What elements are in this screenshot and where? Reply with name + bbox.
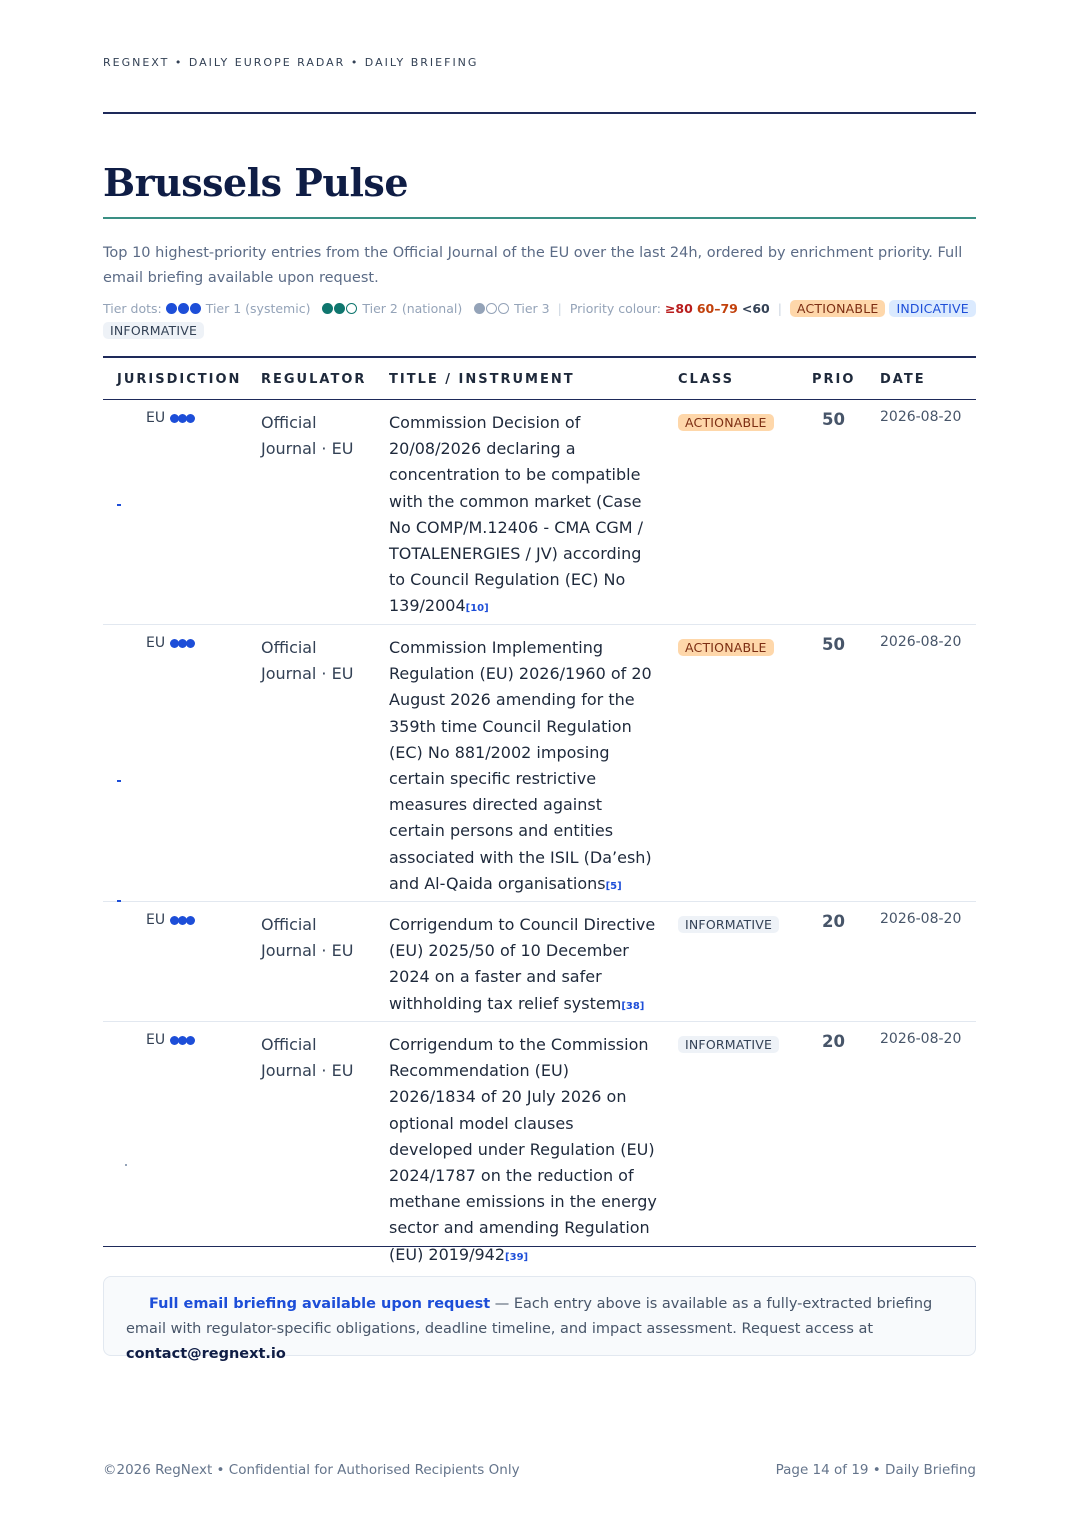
title-cell[interactable] bbox=[389, 635, 659, 900]
col-date: DATE bbox=[880, 372, 926, 387]
cta-body: — Each entry above is available as a fully-extracted briefing email with regulator-specific obligations, deadline timeline, and impact assessment. Request access at bbox=[126, 1296, 933, 1337]
jurisdiction-label: EU bbox=[146, 912, 166, 928]
class-badge: INFORMATIVE bbox=[678, 1036, 779, 1053]
instrument-title: Corrigendum to Council Directive (EU) 2025/50 of 10 December 2024 on a faster and safer withholding tax relief system bbox=[389, 915, 656, 1013]
contact-email-link[interactable]: contact@regnext.io bbox=[126, 1346, 286, 1362]
briefing-request-callout bbox=[103, 1276, 976, 1362]
priority-value: 50 bbox=[822, 635, 845, 654]
regulator-cell: Official Journal · EU bbox=[261, 1035, 354, 1080]
legend-tier3: Tier 3 bbox=[514, 301, 550, 316]
col-jurisdiction: JURISDICTION bbox=[117, 372, 242, 387]
source-ref-link[interactable]: [5] bbox=[605, 880, 622, 892]
briefing-table bbox=[103, 356, 976, 1264]
legend-badge-actionable: ACTIONABLE bbox=[790, 300, 886, 317]
col-class: CLASS bbox=[678, 372, 735, 387]
date-cell: 2026-08-20 bbox=[880, 911, 962, 927]
source-ref-link[interactable]: [39] bbox=[505, 1251, 529, 1263]
instrument-title: Commission Implementing Regulation (EU) 2026/1960 of 20 August 2026 amending for the 359th time Council Regulation (EC) No 881/2002 imposing certain specific restrictive measures directed against certain persons and entities associated with the ISIL (Da’esh) and Al-Qaida organisations bbox=[389, 638, 652, 893]
class-cell bbox=[678, 412, 774, 431]
col-regulator: REGULATOR bbox=[261, 372, 367, 387]
table-header bbox=[103, 358, 976, 400]
source-ref-link[interactable]: [10] bbox=[465, 603, 489, 615]
table-row[interactable] bbox=[103, 625, 976, 902]
table-row[interactable] bbox=[103, 400, 976, 625]
table-row[interactable] bbox=[103, 902, 976, 1022]
class-badge: INFORMATIVE bbox=[678, 916, 779, 933]
legend-prio-low: <60 bbox=[741, 301, 770, 316]
page-title: Brussels Pulse bbox=[103, 160, 408, 205]
tier1-dots-icon bbox=[166, 301, 202, 316]
running-header: REGNEXT • DAILY EUROPE RADAR • DAILY BRIEFING bbox=[103, 56, 479, 69]
row-marker bbox=[125, 1164, 127, 1166]
jurisdiction-label: EU bbox=[146, 635, 166, 651]
row-marker bbox=[117, 900, 121, 902]
class-badge: ACTIONABLE bbox=[678, 414, 774, 431]
legend bbox=[103, 298, 976, 342]
title-cell[interactable] bbox=[389, 1032, 659, 1271]
header-divider bbox=[103, 112, 976, 114]
class-cell bbox=[678, 1034, 779, 1053]
date-cell: 2026-08-20 bbox=[880, 634, 962, 650]
title-cell[interactable] bbox=[389, 410, 659, 623]
legend-prio-mid: 60–79 bbox=[696, 301, 738, 316]
jurisdiction-label: EU bbox=[146, 1032, 166, 1048]
regulator-cell: Official Journal · EU bbox=[261, 915, 354, 960]
legend-separator: | bbox=[777, 301, 782, 316]
legend-badge-informative: INFORMATIVE bbox=[103, 322, 204, 339]
legend-priority-label: Priority colour: bbox=[569, 301, 661, 316]
table-row[interactable] bbox=[103, 1022, 976, 1264]
jurisdiction-label: EU bbox=[146, 410, 166, 426]
tier1-dots-icon bbox=[170, 1032, 194, 1048]
regulator-cell: Official Journal · EU bbox=[261, 413, 354, 458]
cta-lead: Full email briefing available upon request bbox=[149, 1296, 491, 1312]
jurisdiction-cell bbox=[146, 912, 194, 928]
date-cell: 2026-08-20 bbox=[880, 409, 962, 425]
instrument-title: Corrigendum to the Commission Recommendation (EU) 2026/1834 of 20 July 2026 on optional model clauses developed under Regulation (EU) 2024/1787 on the reduction of methane emissions in the energy sector and amending Regulation (EU) 2019/942 bbox=[389, 1035, 657, 1264]
class-badge: ACTIONABLE bbox=[678, 639, 774, 656]
col-prio: PRIO bbox=[812, 372, 856, 387]
instrument-title: Commission Decision of 20/08/2026 declaring a concentration to be compatible with the common market (Case No COMP/M.12406 - CMA CGM / TOTALENERGIES / JV) according to Council Regulation (EC) No 139/2004 bbox=[389, 413, 644, 616]
footer-copyright: ©2026 RegNext • Confidential for Authorised Recipients Only bbox=[103, 1462, 520, 1478]
priority-value: 20 bbox=[822, 912, 845, 931]
legend-prio-high: ≥80 bbox=[664, 301, 693, 316]
jurisdiction-cell bbox=[146, 635, 194, 651]
legend-tier2: Tier 2 (national) bbox=[362, 301, 463, 316]
date-cell: 2026-08-20 bbox=[880, 1031, 962, 1047]
priority-value: 20 bbox=[822, 1032, 845, 1051]
tier1-dots-icon bbox=[170, 912, 194, 928]
row-marker bbox=[117, 780, 121, 782]
priority-value: 50 bbox=[822, 410, 845, 429]
class-cell bbox=[678, 914, 779, 933]
footer-page-info: Page 14 of 19 • Daily Briefing bbox=[775, 1462, 976, 1478]
jurisdiction-cell bbox=[146, 1032, 194, 1048]
tier3-dots-icon bbox=[474, 301, 510, 316]
tier1-dots-icon bbox=[170, 635, 194, 651]
tier2-dots-icon bbox=[322, 301, 358, 316]
intro-text: Top 10 highest-priority entries from the Official Journal of the EU over the last 24h, ordered by enrichment priority. Full email briefing available upon request. bbox=[103, 245, 963, 286]
source-ref-link[interactable]: [38] bbox=[621, 1000, 645, 1012]
tier1-dots-icon bbox=[170, 410, 194, 426]
col-title: TITLE / INSTRUMENT bbox=[389, 372, 575, 387]
row-marker bbox=[117, 504, 121, 506]
jurisdiction-cell bbox=[146, 410, 194, 426]
class-cell bbox=[678, 637, 774, 656]
legend-tier1: Tier 1 (systemic) bbox=[205, 301, 311, 316]
regulator-cell: Official Journal · EU bbox=[261, 638, 354, 683]
legend-badge-indicative: INDICATIVE bbox=[889, 300, 975, 317]
legend-tier-label: Tier dots: bbox=[103, 301, 162, 316]
title-divider bbox=[103, 217, 976, 219]
title-cell[interactable] bbox=[389, 912, 659, 1020]
legend-separator: | bbox=[557, 301, 562, 316]
